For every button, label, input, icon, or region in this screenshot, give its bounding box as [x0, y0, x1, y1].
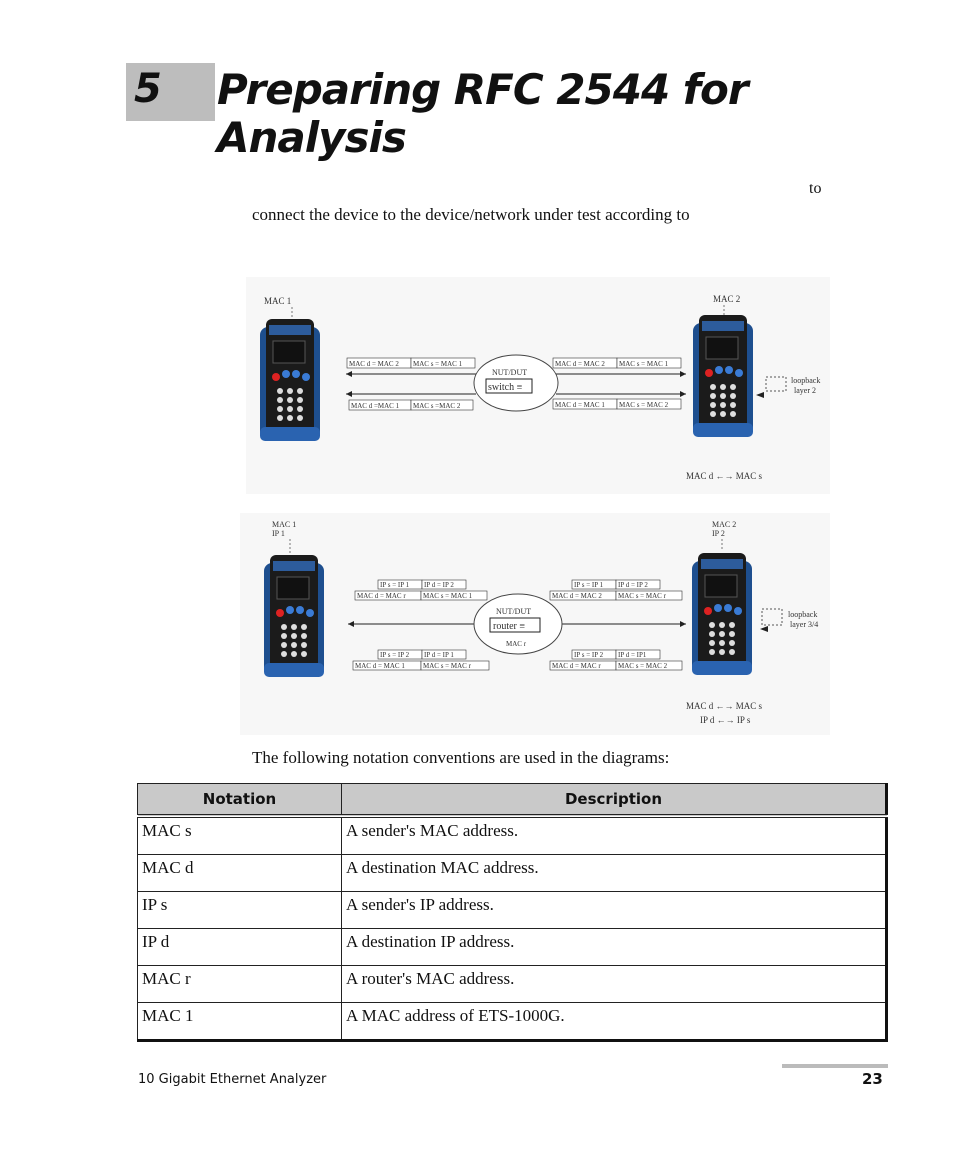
d1-top-left-a: MAC d = MAC 2	[349, 360, 399, 368]
d1-top-right-a: MAC d = MAC 2	[555, 360, 605, 368]
description-cell: A destination IP address.	[342, 929, 887, 966]
d1-swap: MAC d ←→ MAC s	[686, 471, 763, 481]
d1-right-label: MAC 2	[713, 294, 741, 304]
description-cell: A sender's IP address.	[342, 892, 887, 929]
d2-swap1: MAC d ←→ MAC s	[686, 701, 763, 711]
table-row	[138, 892, 887, 929]
d2-br-mac-a: MAC d = MAC r	[552, 662, 601, 670]
d2-left-label-1: MAC 1	[272, 520, 297, 529]
footer-rule	[782, 1064, 888, 1068]
d1-loopback: loopback	[791, 376, 821, 385]
d2-bl-mac-a: MAC d = MAC 1	[355, 662, 405, 670]
header-notation: Notation	[138, 784, 342, 817]
d1-top-left-b: MAC s = MAC 1	[413, 360, 463, 368]
d2-tr-ip-a: IP s = IP 1	[574, 581, 604, 589]
d2-br-ip-a: IP s = IP 2	[574, 651, 604, 659]
table-row	[138, 855, 887, 892]
d2-tl-mac-a: MAC d = MAC r	[357, 592, 406, 600]
chapter-number: 5	[134, 66, 162, 112]
table-row	[138, 966, 887, 1003]
right-device-icon	[693, 315, 753, 437]
d1-left-label: MAC 1	[264, 296, 292, 306]
table-row	[138, 816, 887, 855]
d2-loopback: loopback	[788, 610, 818, 619]
d2-tr-ip-b: IP d = IP 2	[618, 581, 648, 589]
d1-bot-right-a: MAC d = MAC 1	[555, 401, 605, 409]
d2-bl-mac-b: MAC s = MAC r	[423, 662, 471, 670]
d2-left-device-icon	[264, 555, 324, 677]
description-cell: A router's MAC address.	[342, 966, 887, 1003]
d1-top-right-b: MAC s = MAC 1	[619, 360, 669, 368]
d1-bot-left-a: MAC d =MAC 1	[351, 402, 400, 410]
page-number: 23	[862, 1070, 883, 1088]
description-cell: A MAC address of ETS-1000G.	[342, 1003, 887, 1041]
description-cell: A sender's MAC address.	[342, 816, 887, 855]
d2-right-label-2: IP 2	[712, 529, 725, 538]
d2-cloud-box: router ≡	[493, 621, 526, 632]
d1-cloud-box: switch ≡	[488, 382, 523, 393]
d1-bot-left-b: MAC s =MAC 2	[413, 402, 461, 410]
layer2-diagram	[246, 277, 830, 494]
table-row	[138, 929, 887, 966]
d2-tl-ip-a: IP s = IP 1	[380, 581, 410, 589]
d2-tr-mac-a: MAC d = MAC 2	[552, 592, 602, 600]
d2-tr-mac-b: MAC s = MAC r	[618, 592, 666, 600]
d1-cloud-top: NUT/DUT	[492, 368, 528, 377]
left-device-icon	[260, 319, 320, 441]
d1-layer: layer 2	[794, 386, 816, 395]
d2-tl-ip-b: IP d = IP 2	[424, 581, 454, 589]
d2-swap2: IP d ←→ IP s	[700, 715, 751, 725]
description-cell: A destination MAC address.	[342, 855, 887, 892]
notation-cell: IP s	[138, 892, 342, 929]
notation-cell: MAC r	[138, 966, 342, 1003]
notation-cell: IP d	[138, 929, 342, 966]
footer-title: 10 Gigabit Ethernet Analyzer	[138, 1072, 327, 1087]
conventions-intro: The following notation conventions are used in the diagrams:	[252, 748, 670, 767]
d2-tl-mac-b: MAC s = MAC 1	[423, 592, 473, 600]
intro-fragment: to	[809, 180, 822, 197]
d2-br-mac-b: MAC s = MAC 2	[618, 662, 668, 670]
d2-bl-ip-b: IP d = IP 1	[424, 651, 454, 659]
table-row	[138, 1003, 887, 1041]
header-description: Description	[342, 784, 887, 817]
d2-cloud-top: NUT/DUT	[496, 607, 532, 616]
layer34-diagram	[240, 513, 830, 735]
d2-layer: layer 3/4	[790, 620, 819, 629]
d2-bl-ip-a: IP s = IP 2	[380, 651, 410, 659]
d2-br-ip-b: IP d = IP1	[618, 651, 647, 659]
d2-cloud-bottom: MAC r	[506, 640, 527, 648]
chapter-title: Preparing RFC 2544 for Analysis	[217, 65, 748, 162]
d2-left-label-2: IP 1	[272, 529, 285, 538]
notation-table	[137, 783, 888, 1042]
notation-cell: MAC s	[138, 816, 342, 855]
d2-right-label-1: MAC 2	[712, 520, 737, 529]
d1-bot-right-b: MAC s = MAC 2	[619, 401, 669, 409]
d2-right-device-icon	[692, 553, 752, 675]
intro-line: connect the device to the device/network under test according to	[252, 205, 690, 224]
notation-cell: MAC d	[138, 855, 342, 892]
notation-cell: MAC 1	[138, 1003, 342, 1041]
